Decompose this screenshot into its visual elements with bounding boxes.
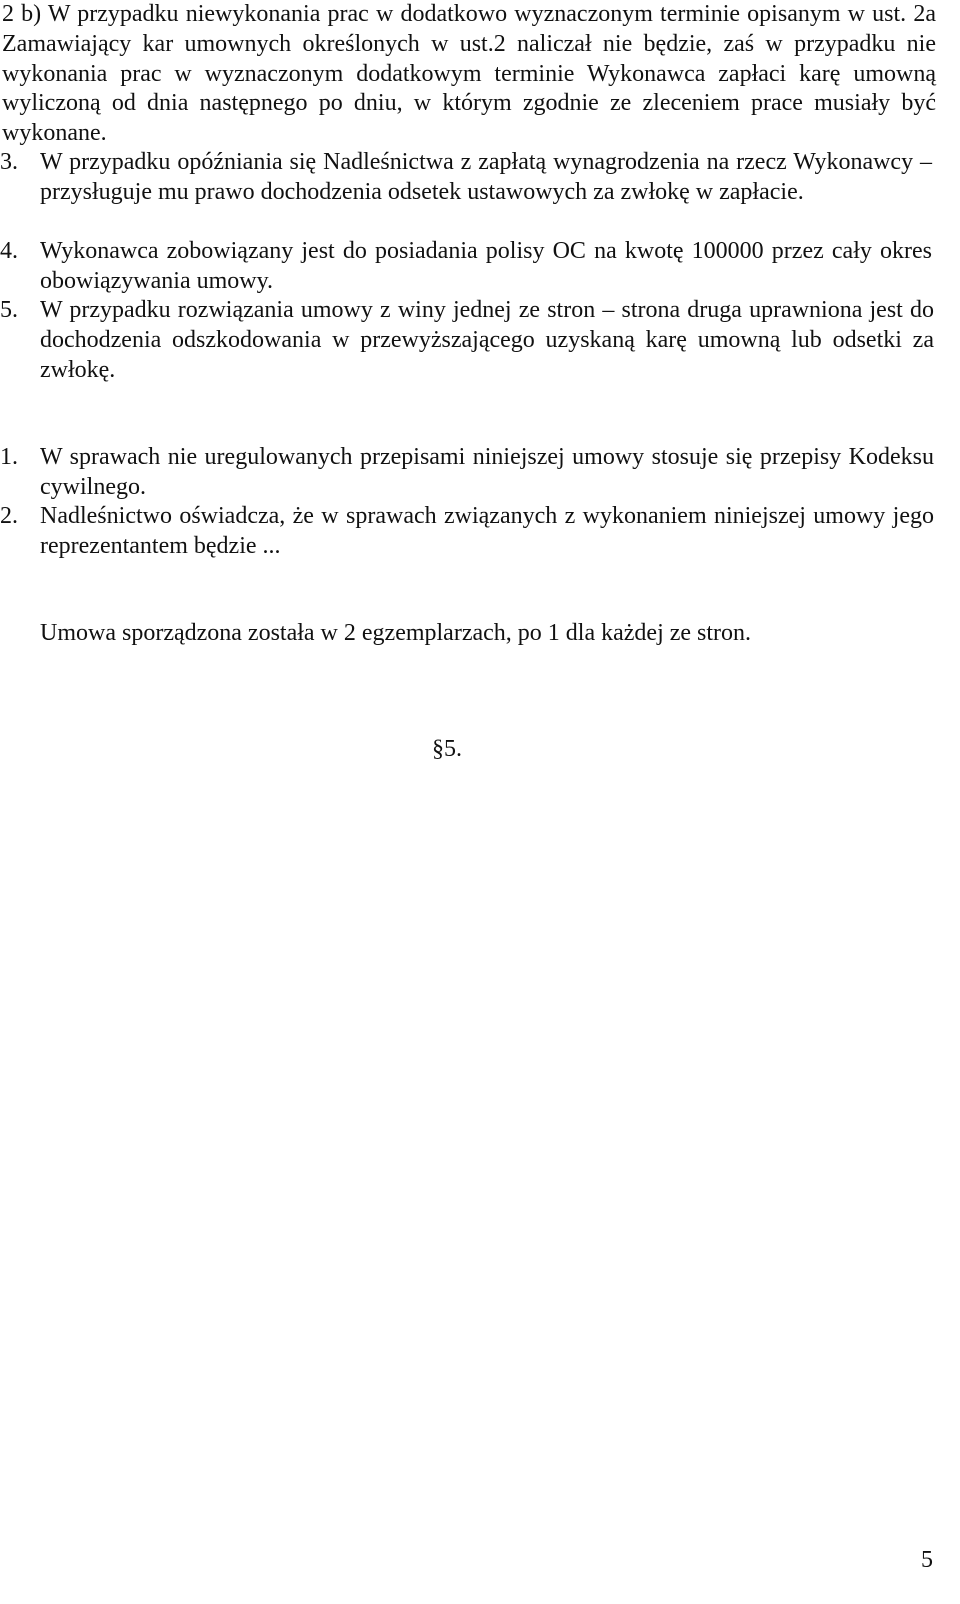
list-item-text: W przypadku opóźniania się Nadleśnictwa z zapłatą wynagrodzenia na rzecz Wykonawcy – przysługuje mu prawo dochodzenia odsetek ustawowych za zwłokę w zapłacie.	[40, 149, 932, 205]
list-item-number: 3.	[0, 149, 18, 175]
list-item	[0, 502, 960, 562]
list-item	[0, 148, 960, 208]
list-item-number: 5.	[0, 297, 18, 323]
paragraph-2b	[2, 0, 936, 149]
list-item-text: Nadleśnictwo oświadcza, że w sprawach związanych z wykonaniem niniejszej umowy jego reprezentantem będzie ...	[40, 503, 934, 559]
list-item-text: W przypadku rozwiązania umowy z winy jednej ze stron – strona druga uprawniona jest do dochodzenia odszkodowania w przewyższającego uzyskaną karę umowną lub odsetki za zwłokę.	[40, 297, 934, 383]
closing-statement: Umowa sporządzona została w 2 egzemplarzach, po 1 dla każdej ze stron.	[40, 620, 752, 646]
page-number: 5	[921, 1547, 933, 1573]
list-item	[0, 296, 960, 385]
list-item-number: 1.	[0, 444, 18, 470]
list-item	[0, 443, 960, 503]
section-heading: §5.	[432, 736, 462, 762]
list-item-text: W sprawach nie uregulowanych przepisami niniejszej umowy stosuje się przepisy Kodeksu cywilnego.	[40, 444, 934, 500]
list-item-number: 2.	[0, 503, 18, 529]
list-item-number: 4.	[0, 238, 18, 264]
paragraph-2b-text: 2 b) W przypadku niewykonania prac w dodatkowo wyznaczonym terminie opisanym w ust. 2a Zamawiający kar umownych określonych w ust.2 naliczał nie będzie, zaś w przypadku nie wykonania prac w wyznaczonym dodatkowym terminie Wykonawca zapłaci karę umowną wyliczoną od dnia następnego po dniu, w którym zgodnie ze zleceniem prace musiały być wykonane.	[2, 1, 936, 147]
list-item-text: Wykonawca zobowiązany jest do posiadania polisy OC na kwotę 100000 przez cały okres obowiązywania umowy.	[40, 238, 932, 294]
list-item	[0, 237, 960, 297]
